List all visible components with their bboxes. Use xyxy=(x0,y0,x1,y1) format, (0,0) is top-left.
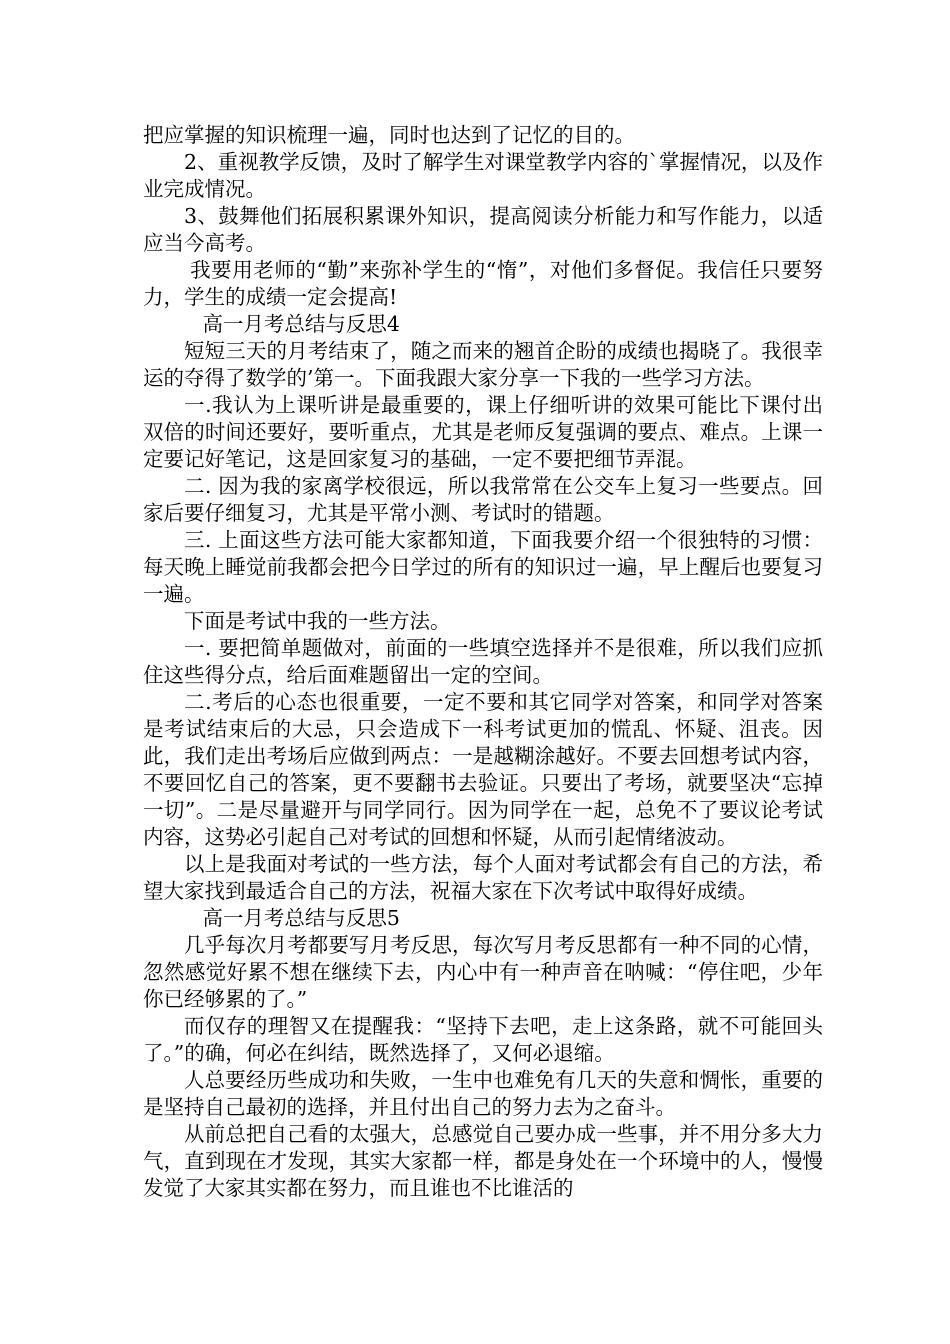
paragraph: 三. 上面这些方法可能大家都知道，下面我要介绍一个很独特的习惯：每天晚上睡觉前我都会把今日学过的所有的知识过一遍，早上醒后也要复习一遍。 xyxy=(143,528,823,606)
paragraph: 把应掌握的知识梳理一遍，同时也达到了记忆的目的。 xyxy=(143,123,635,147)
paragraph: 3、鼓舞他们拓展积累课外知识，提高阅读分析能力和写作能力，以适应当今高考。 xyxy=(143,204,823,255)
paragraph: 以上是我面对考试的一些方法，每个人面对考试都会有自己的方法，希望大家找到最适合自己的方法，祝福大家在下次考试中取得好成绩。 xyxy=(143,852,823,903)
paragraph: 而仅存的理智又在提醒我：“坚持下去吧，走上这条路，就不可能回头了。”的确，何必在纠结，既然选择了，又何必退缩。 xyxy=(143,1014,823,1065)
paragraph: 几乎每次月考都要写月考反思，每次写月考反思都有一种不同的心情，忽然感觉好累不想在继续下去，内心中有一种声音在呐喊：“停住吧，少年你已经够累的了。” xyxy=(143,933,823,1011)
paragraph: 人总要经历些成功和失败，一生中也难免有几天的失意和惆怅，重要的是坚持自己最初的选择，并且付出自己的努力去为之奋斗。 xyxy=(143,1068,823,1119)
document-body xyxy=(143,122,823,1202)
paragraph: 一.我认为上课听讲是最重要的，课上仔细听讲的效果可能比下课付出双倍的时间还要好，要听重点，尤其是老师反复强调的要点、难点。上课一定要记好笔记，这是回家复习的基础，一定不要把细节弄混。 xyxy=(143,393,823,471)
paragraph: 从前总把自己看的太强大，总感觉自己要办成一些事，并不用分多大力气，直到现在才发现，其实大家都一样，都是身处在一个环境中的人，慢慢发觉了大家其实都在努力，而且谁也不比谁活的 xyxy=(143,1122,823,1200)
paragraph: 下面是考试中我的一些方法。 xyxy=(184,609,451,633)
section-heading: 高一月考总结与反思4 xyxy=(202,312,400,336)
paragraph: 2、重视教学反馈，及时了解学生对课堂教学内容的`掌握情况，以及作业完成情况。 xyxy=(143,150,823,201)
paragraph: 我要用老师的“勤”来弥补学生的“惰”，对他们多督促。我信任只要努力，学生的成绩一定会提高! xyxy=(143,258,823,309)
paragraph: 一. 要把简单题做对，前面的一些填空选择并不是很难，所以我们应抓住这些得分点，给后面难题留出一定的空间。 xyxy=(143,636,823,687)
paragraph: 二. 因为我的家离学校很远，所以我常常在公交车上复习一些要点。回家后要仔细复习，尤其是平常小测、考试时的错题。 xyxy=(143,474,823,525)
paragraph: 短短三天的月考结束了，随之而来的翘首企盼的成绩也揭晓了。我很幸运的夺得了数学的’第一。下面我跟大家分享一下我的一些学习方法。 xyxy=(143,339,823,390)
paragraph: 二.考后的心态也很重要，一定不要和其它同学对答案，和同学对答案是考试结束后的大忌，只会造成下一科考试更加的慌乱、怀疑、沮丧。因此，我们走出考场后应做到两点：一是越糊涂越好。不要去回想考试内容，不要回忆自己的答案，更不要翻书去验证。只要出了考场，就要坚决“忘掉一切”。二是尽量避开与同学同行。因为同学在一起，总免不了要议论考试内容，这势必引起自己对考试的回想和怀疑，从而引起情绪波动。 xyxy=(143,690,823,849)
section-heading: 高一月考总结与反思5 xyxy=(202,906,400,930)
